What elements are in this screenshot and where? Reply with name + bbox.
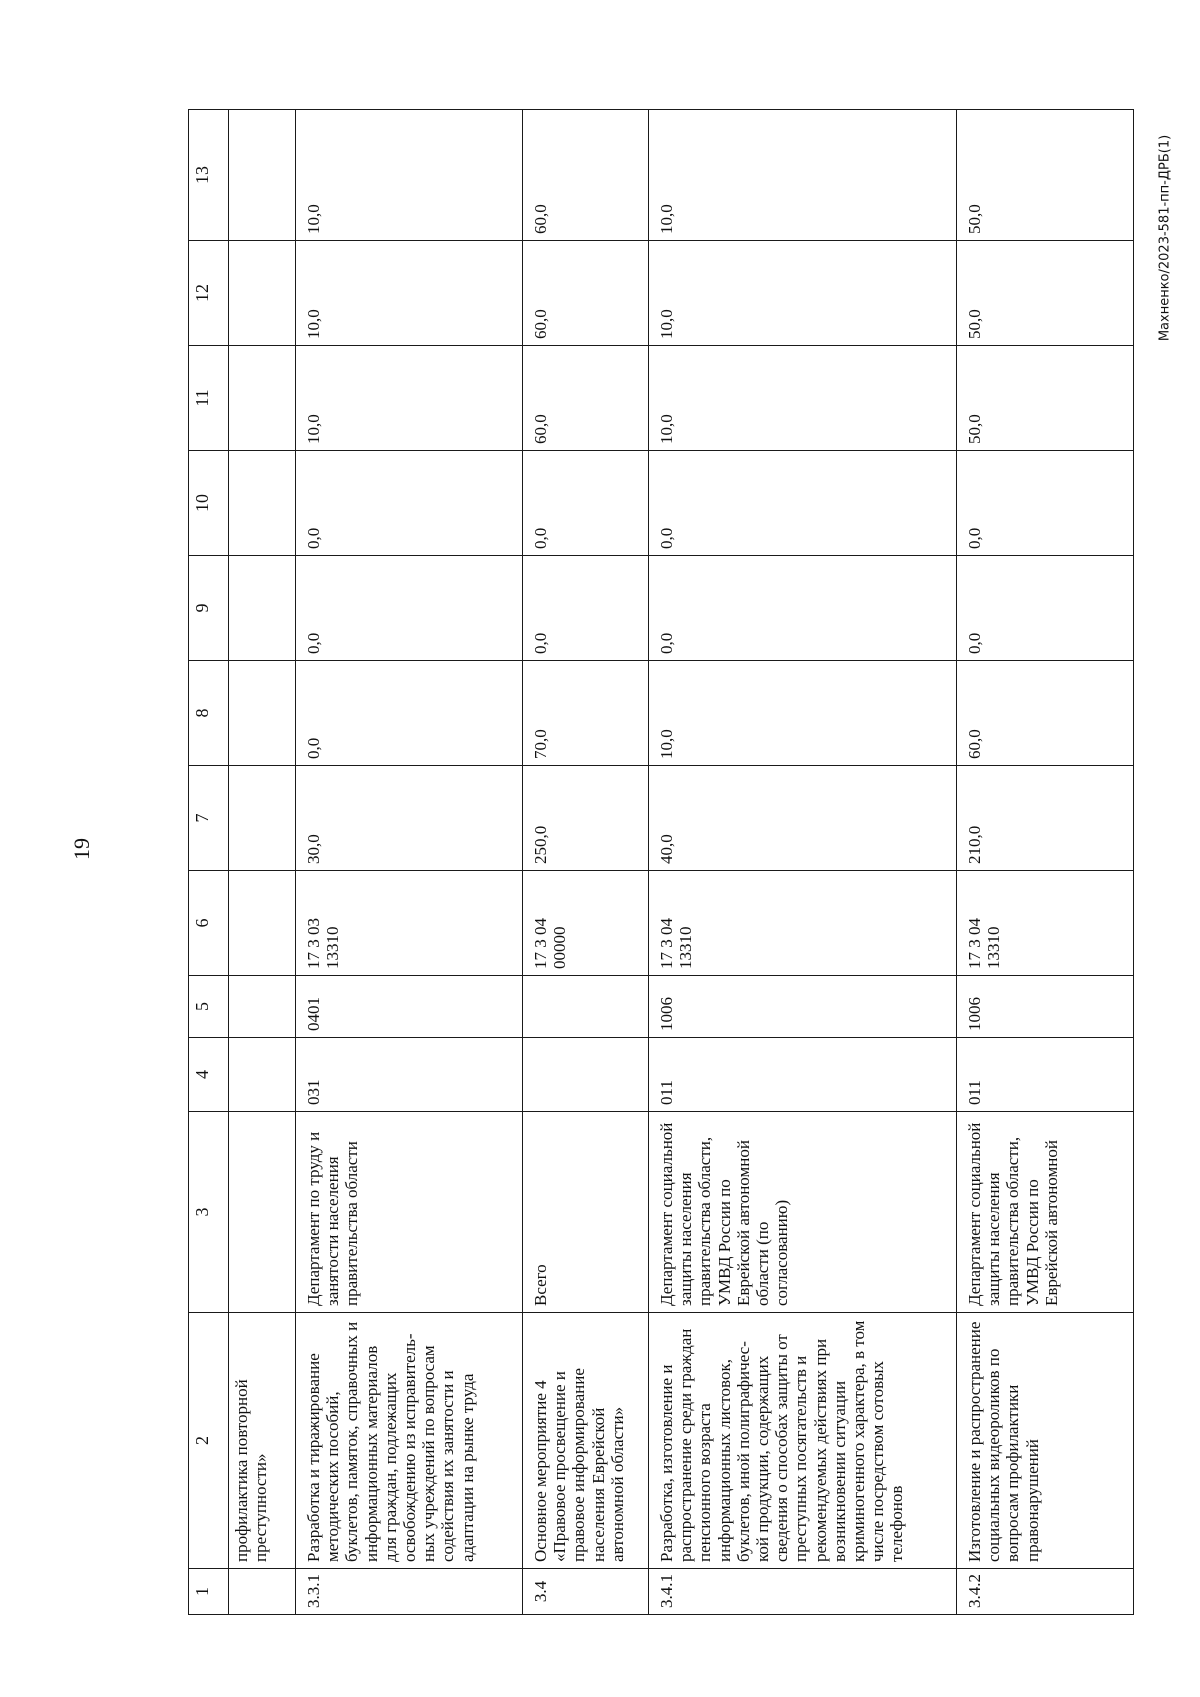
year-amount: 50,0	[957, 346, 1134, 451]
executor	[229, 1112, 296, 1313]
section-code: 1006	[957, 976, 1134, 1038]
year-amount: 50,0	[957, 241, 1134, 346]
column-header: 1	[189, 1569, 229, 1615]
executor: Департамент по труду и занятости населения правительства области	[296, 1112, 523, 1313]
column-header: 8	[189, 661, 229, 766]
year-amount: 0,0	[649, 451, 957, 556]
column-header: 11	[189, 346, 229, 451]
row-number: 3.3.1	[296, 1569, 523, 1615]
table-header-row	[189, 110, 229, 1615]
section-code: 1006	[649, 976, 957, 1038]
budget-table	[188, 109, 1134, 1615]
section-code: 0401	[296, 976, 523, 1038]
year-amount: 10,0	[649, 346, 957, 451]
activity-name: Разработка, изготовление и распространение среди граждан пенсионного возраста информационных листовок, буклетов, иной полиграфичес-кой продукции, содержащих сведения о способах защиты от преступных посягательств и рекомендуемых действиях при возникновении ситуации криминогенного характера, в том числе посредством сотовых телефонов	[649, 1313, 957, 1569]
year-amount	[229, 346, 296, 451]
budget-table-container	[188, 110, 1133, 1615]
table-row	[523, 110, 649, 1615]
table-row	[957, 110, 1134, 1615]
year-amount: 0,0	[649, 556, 957, 661]
total-amount: 210,0	[957, 766, 1134, 871]
year-amount: 0,0	[523, 451, 649, 556]
year-amount	[229, 110, 296, 241]
grbs-code: 031	[296, 1038, 523, 1112]
year-amount: 60,0	[957, 661, 1134, 766]
column-header: 6	[189, 871, 229, 976]
activity-name: Изготовление и распространение социальных видеороликов по вопросам профилактики правонарушений	[957, 1313, 1134, 1569]
target-article: 17 3 03 13310	[296, 871, 523, 976]
year-amount: 60,0	[523, 110, 649, 241]
year-amount	[229, 241, 296, 346]
column-header: 9	[189, 556, 229, 661]
column-header: 5	[189, 976, 229, 1038]
section-code	[523, 976, 649, 1038]
total-amount: 30,0	[296, 766, 523, 871]
year-amount: 50,0	[957, 110, 1134, 241]
year-amount: 10,0	[649, 241, 957, 346]
column-header: 10	[189, 451, 229, 556]
year-amount	[229, 451, 296, 556]
year-amount	[229, 661, 296, 766]
table-row	[649, 110, 957, 1615]
column-header: 2	[189, 1313, 229, 1569]
executor: Всего	[523, 1112, 649, 1313]
row-number: 3.4.2	[957, 1569, 1134, 1615]
target-article	[229, 871, 296, 976]
document-code: Махненко/2023-581-пп-ДРБ(1)	[1157, 134, 1173, 342]
year-amount: 0,0	[957, 451, 1134, 556]
year-amount: 0,0	[296, 556, 523, 661]
executor: Департамент социальной защиты населения правительства области, УМВД России по Еврейской автономной	[957, 1112, 1134, 1313]
year-amount: 0,0	[957, 556, 1134, 661]
total-amount: 40,0	[649, 766, 957, 871]
year-amount: 0,0	[523, 556, 649, 661]
year-amount: 0,0	[296, 451, 523, 556]
column-header: 7	[189, 766, 229, 871]
table-row	[229, 110, 296, 1615]
grbs-code	[229, 1038, 296, 1112]
executor: Департамент социальной защиты населения правительства области, УМВД России по Еврейской автономной области (по согласованию)	[649, 1112, 957, 1313]
row-number: 3.4	[523, 1569, 649, 1615]
year-amount: 60,0	[523, 241, 649, 346]
year-amount: 70,0	[523, 661, 649, 766]
activity-name: Разработка и тиражирование методических пособий, буклетов, памяток, справочных и информационных материалов для граждан, подлежащих освобождению из исправитель-ных учреждений по вопросам содействия их занятости и адаптации на рынке труда	[296, 1313, 523, 1569]
row-number	[229, 1569, 296, 1615]
section-code	[229, 976, 296, 1038]
column-header: 13	[189, 110, 229, 241]
grbs-code	[523, 1038, 649, 1112]
year-amount	[229, 556, 296, 661]
year-amount: 10,0	[296, 346, 523, 451]
total-amount: 250,0	[523, 766, 649, 871]
column-header: 12	[189, 241, 229, 346]
column-header: 4	[189, 1038, 229, 1112]
target-article: 17 3 04 13310	[957, 871, 1134, 976]
activity-name: Основное мероприятие 4 «Правовое просвещение и правовое информирование населения Еврейской автономной области»	[523, 1313, 649, 1569]
activity-name: профилактика повторной преступности»	[229, 1313, 296, 1569]
year-amount: 10,0	[649, 110, 957, 241]
target-article: 17 3 04 13310	[649, 871, 957, 976]
year-amount: 10,0	[649, 661, 957, 766]
page-number: 19	[69, 838, 94, 860]
grbs-code: 011	[649, 1038, 957, 1112]
table-row	[296, 110, 523, 1615]
row-number: 3.4.1	[649, 1569, 957, 1615]
year-amount: 10,0	[296, 241, 523, 346]
year-amount: 10,0	[296, 110, 523, 241]
year-amount: 0,0	[296, 661, 523, 766]
year-amount: 60,0	[523, 346, 649, 451]
total-amount	[229, 766, 296, 871]
column-header: 3	[189, 1112, 229, 1313]
target-article: 17 3 04 00000	[523, 871, 649, 976]
grbs-code: 011	[957, 1038, 1134, 1112]
